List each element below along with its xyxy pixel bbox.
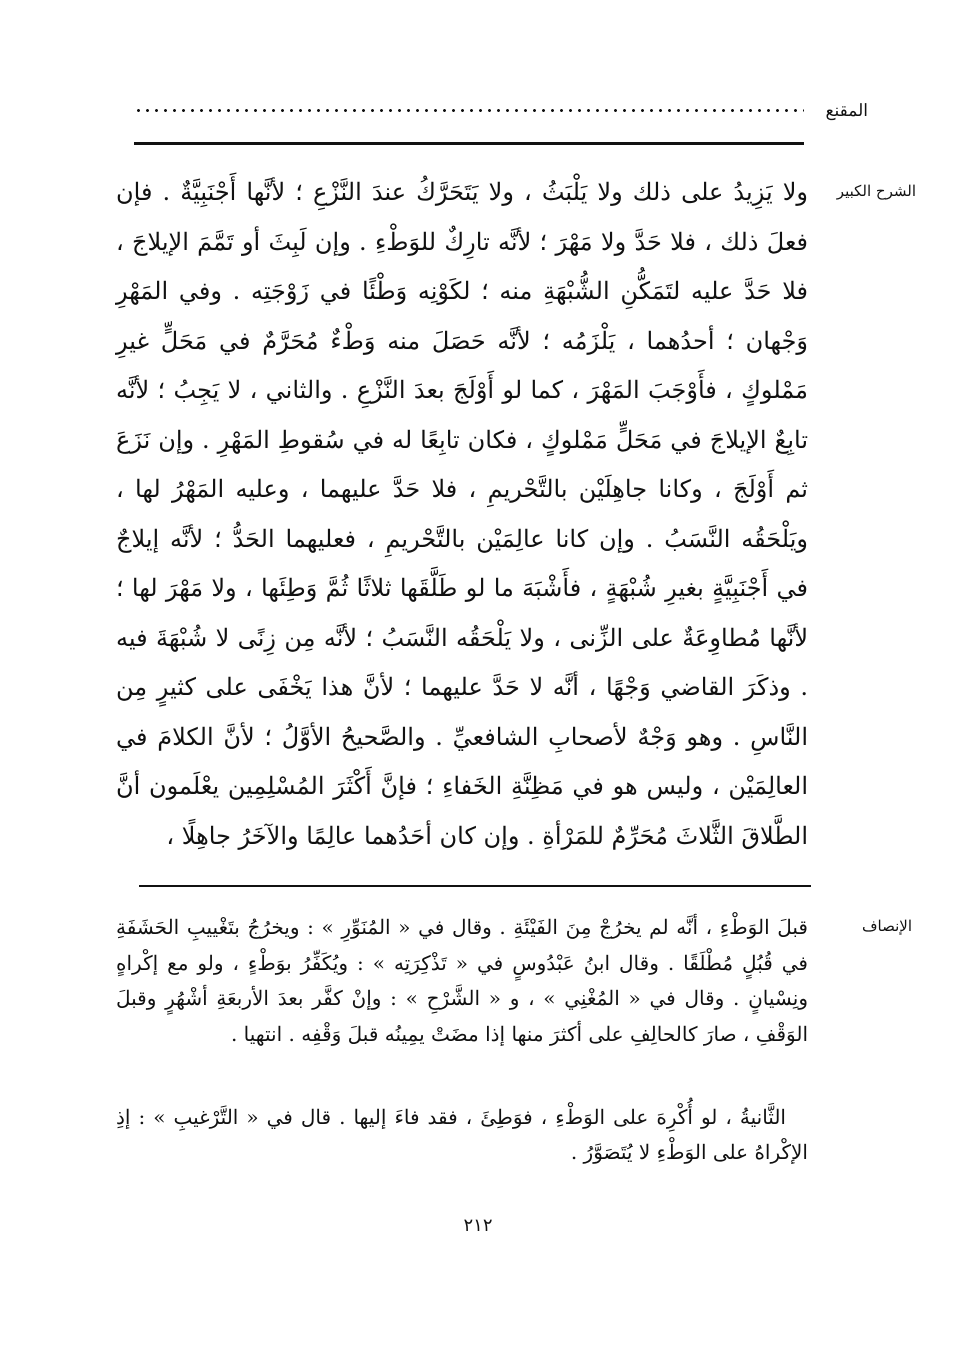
section-label-insaf: الإنصاف: [861, 917, 912, 935]
main-text-body: ولا يَزِيدُ على ذلك ولا يَلْبَثُ ، ولا يَتَحَرَّكُ عندَ النَّزْعِ ؛ لأنَّها أَجْنَبِيَّةٌ . فإن فعلَ ذلك ، فلا حَدَّ ولا مَهْرَ ؛ لأنَّه تارِكٌ للوَطْءِ . وإن لَبِثَ أو تَمَّمَ الإيلاجَ ، فلا حَدَّ عليه لتَمَكُّنِ الشُّبْهَةِ منه ؛ لكَوْنِه وَطْئًا في زَوْجَتِه . وفي المَهْرِ وَجْهان ؛ أحدُهما ، يَلْزَمُه ؛ لأنَّه حَصَلَ منه وَطْءٌ مُحَرَّمٌ في مَحَلٍّ غيرِ مَمْلوكٍ ، فأَوْجَبَ المَهْرَ ، كما لو أَوْلَجَ بعدَ النَّزْعِ . والثاني ، لا يَجِبُ ؛ لأنَّه تابِعٌ الإيلاجَ في مَحَلٍّ مَمْلوكٍ ، فكان تابِعًا له في سُقوطِ المَهْرِ . وإن نَزَعَ ثم أَوْلَجَ ، وكانا جاهِلَيْن بالتَّحْريمِ ، فلا حَدَّ عليهما ، وعليه المَهْرُ لها ، ويَلْحَقُه النَّسَبُ . وإن كانا عالِمَيْن بالتَّحْريمِ ، فعليهما الحَدُّ ؛ لأنَّه إيلاجٌ في أَجْنَبِيَّةٍ بغيرِ شُبْهَةٍ ، فأَشْبَهَ ما لو طَلَّقَها ثلاثًا ثُمَّ وَطِئَها ، ولا مَهْرَ لها ؛ لأنَّها مُطاوِعَةٌ على الزِّنى ، ولا يَلْحَقُه النَّسَبُ ؛ لأنَّه مِن زِنًى لا شُبْهَةَ فيه . وذكَرَ القاضي وَجْهًا ، أنَّه لا حَدَّ عليهما ؛ لأنَّ هذا يَخْفَى على كثيرٍ مِن النَّاسِ . وهو وَجْهٌ لأصحابِ الشافعيِّ . والصَّحيحُ الأوَّلُ ؛ لأنَّ الكلامَ في العالِمَيْن ، وليس هو في مَظِنَّةِ الخَفاءِ ؛ فإنَّ أَكْثَرَ المُسْلِمِين يعْلَمون أنَّ الطَّلاقَ الثَّلاثَ مُحَرِّمٌ للمَرْأةِ . وإن كان أحَدُهما عالِمًا والآخَرُ جاهِلًا ،: [116, 178, 809, 850]
footnote-paragraph-2: الثَّانيةُ ، لو أُكْرِهَ على الوَطْءِ ، فوَطِئَ ، فقد فاءَ إليها . قال في « التَّرْغيبِ » : إذِ الإكْراهُ على الوَطْءِ لا يُتَصَوَّرُ .: [116, 1105, 808, 1164]
footnote-separator: [139, 885, 811, 887]
section-label-sharh: الشرح الكبير: [836, 182, 916, 200]
footnote-paragraph-1: قبلَ الوَطْءِ ، أنَّه لم يخرُجْ مِنَ الفَيْئَةِ . وقال في « المُنَوِّرِ » : ويخرُجُ بتَغْييبِ الحَشَفَةِ في قُبُلٍ مُطْلَقًا . وقال ابنُ عَبْدُوسٍ في « تَذْكِرَتِه » : ويُكَفِّرُ بوَطْءٍ ، ولو مع إكْراهٍ ونِسْيانٍ . وقال في « المُغْنِي » ، و « الشَّرْحِ » : وإنْ كفَّر بعدَ الأربعَةِ أشْهُرٍ وقبلَ الوَقْفِ ، صارَ كالحالِفِ على أكثرَ منها إذا مضَتْ يمِينُه قبلَ وَقْفِه . انتهيا .: [116, 915, 808, 1046]
running-header-title: المقنع: [825, 101, 868, 121]
header-rule: [134, 142, 804, 145]
page-number: ٢١٢: [463, 1215, 493, 1236]
header-dotted-leader: [134, 109, 804, 112]
